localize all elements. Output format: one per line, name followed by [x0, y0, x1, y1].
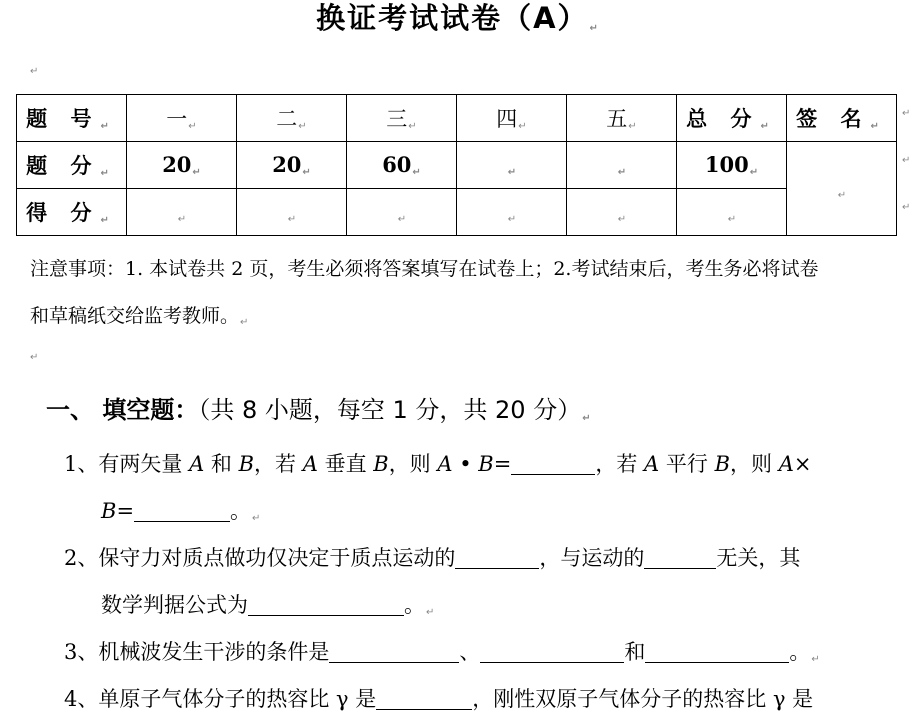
score-entry-cell[interactable]: ↵	[237, 189, 347, 236]
table-cell: 20↵	[127, 142, 237, 189]
row-end-mark-icon: ↵	[902, 108, 911, 119]
table-cell: 20↵	[237, 142, 347, 189]
table-cell: 60↵	[347, 142, 457, 189]
question-line: B= 。↵	[101, 499, 261, 524]
total-entry-cell[interactable]: ↵	[677, 189, 787, 236]
signature-header: 签 名↵	[787, 95, 897, 142]
question-line: 1、有两矢量 A 和 B，若 A 垂直 B，则 A • B= ，若 A 平行 B，则 A×	[64, 452, 812, 476]
score-entry-cell[interactable]: ↵	[127, 189, 237, 236]
score-entry-cell[interactable]: ↵	[567, 189, 677, 236]
paragraph-mark-icon: ↵	[30, 352, 39, 363]
answer-blank[interactable]	[480, 638, 624, 663]
question-3	[64, 629, 890, 683]
question-line: 4、单原子气体分子的热容比 γ 是 ，刚性双原子气体分子的热容比 γ 是	[64, 687, 814, 711]
row-label: 得 分↵	[17, 189, 127, 236]
table-cell: 五↵	[567, 95, 677, 142]
paragraph-mark-icon: ↵	[30, 66, 39, 77]
score-entry-cell[interactable]: ↵	[347, 189, 457, 236]
score-entry-cell[interactable]: ↵	[457, 189, 567, 236]
table-cell: 二↵	[237, 95, 347, 142]
question-line: 2、保守力对质点做功仅决定于质点运动的 ，与运动的 无关，其	[64, 546, 801, 570]
section-number: 一、	[46, 396, 94, 424]
question-4	[64, 676, 890, 723]
answer-blank[interactable]	[376, 685, 472, 710]
section-title: 填空题：	[102, 396, 199, 424]
table-cell: 四↵	[457, 95, 567, 142]
section-detail: （共 8 小题，每空 1 分，共 20 分）	[198, 396, 582, 424]
row-end-mark-icon: ↵	[902, 155, 911, 166]
row-label: 题 分↵	[17, 142, 127, 189]
paragraph-mark-icon: ↵	[589, 23, 600, 34]
total-score: 100↵	[677, 142, 787, 189]
question-line: 数学判据公式为 。↵	[101, 593, 435, 618]
answer-blank[interactable]	[644, 544, 716, 569]
notice-line: 和草稿纸交给监考教师。↵	[30, 305, 249, 328]
table-row	[17, 189, 897, 236]
exam-title: 换证考试试卷（A）↵	[316, 1, 600, 35]
signature-cell[interactable]: ↵	[787, 142, 897, 236]
answer-blank[interactable]	[511, 450, 595, 475]
answer-blank[interactable]	[645, 638, 789, 663]
table-cell: 一↵	[127, 95, 237, 142]
answer-blank[interactable]	[134, 497, 230, 522]
notice-line: 注意事项：1. 本试卷共 2 页，考生必须将答案填写在试卷上；2.考试结束后，考生务必将试卷	[30, 258, 819, 280]
section-heading: 一、 填空题：（共 8 小题，每空 1 分，共 20 分）↵	[46, 396, 591, 424]
answer-blank[interactable]	[455, 544, 539, 569]
exam-notice	[30, 246, 892, 346]
table-cell: 三↵	[347, 95, 457, 142]
table-row	[17, 95, 897, 142]
score-table	[16, 94, 897, 236]
total-header: 总 分↵	[677, 95, 787, 142]
row-end-mark-icon: ↵	[902, 202, 911, 213]
question-1	[64, 441, 890, 542]
answer-blank[interactable]	[329, 638, 459, 663]
answer-blank[interactable]	[248, 591, 404, 616]
table-cell: ↵	[457, 142, 567, 189]
row-label: 题 号↵	[17, 95, 127, 142]
table-row	[17, 142, 897, 189]
question-line: 3、机械波发生干涉的条件是 、 和 。↵	[64, 640, 820, 665]
table-cell: ↵	[567, 142, 677, 189]
question-2	[64, 535, 890, 636]
